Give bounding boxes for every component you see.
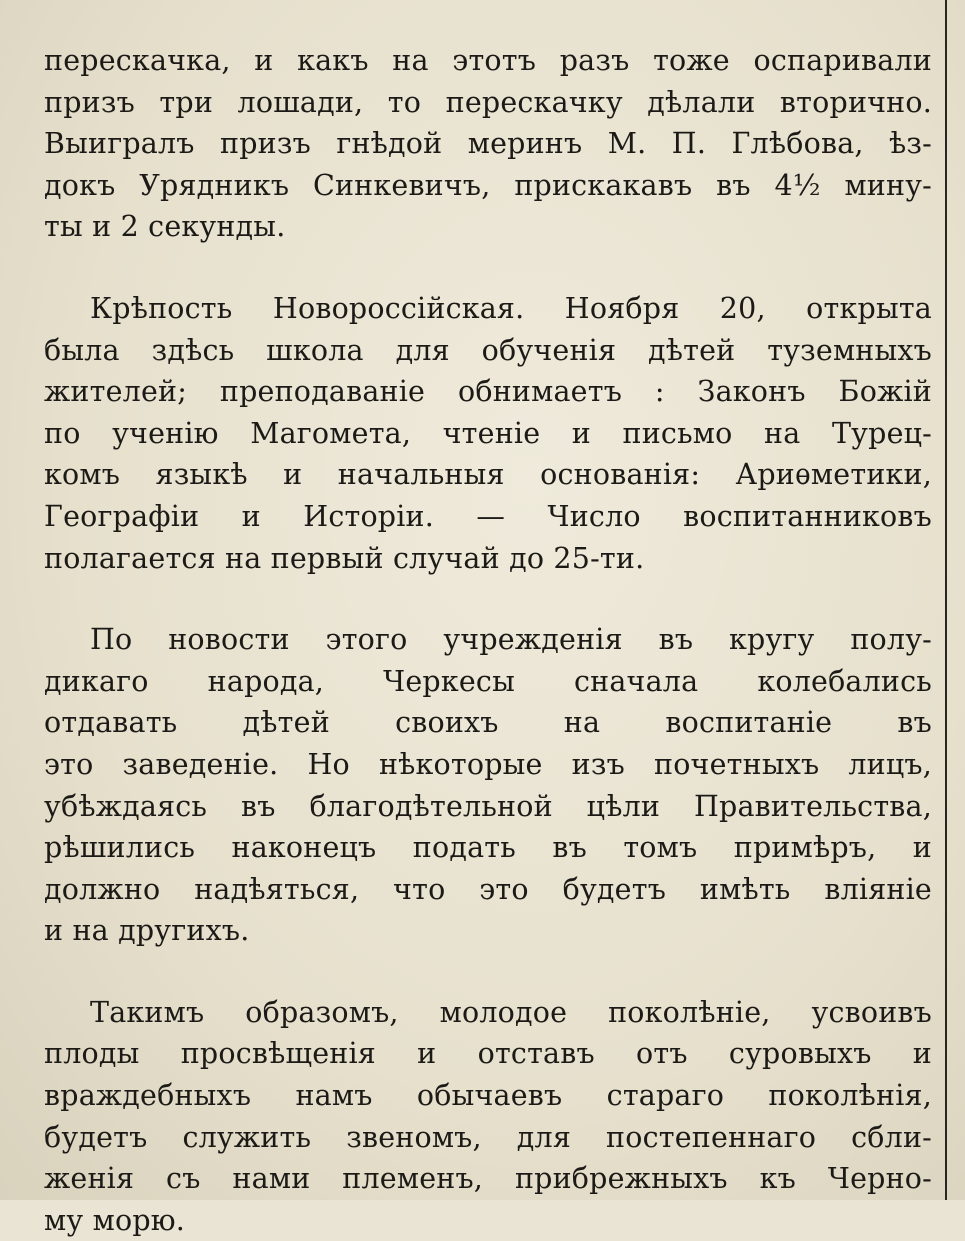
text-line: должно надѣяться, что это будетъ имѣть вліяніе <box>44 872 932 906</box>
text-line: жителей; преподаваніе обнимаетъ : Законъ Божій <box>44 375 932 409</box>
text-line: Географіи и Исторіи. — Число воспитанниковъ <box>44 499 932 533</box>
text-line: ты и 2 секунды. <box>44 210 286 244</box>
text-line: полагается на первый случай до 25-ти. <box>44 541 645 575</box>
text-line: и на другихъ. <box>44 914 250 948</box>
text-line: будетъ служить звеномъ, для постепеннаго сбли- <box>44 1120 932 1154</box>
text-line: дикаго народа, Черкесы сначала колебались <box>44 664 932 698</box>
text-line: плоды просвѣщенія и отставъ отъ суровыхъ и <box>44 1037 932 1071</box>
text-line: отдавать дѣтей своихъ на воспитаніе въ <box>44 706 932 740</box>
text-line: Выигралъ призъ гнѣдой меринъ М. П. Глѣбова, ѣз- <box>44 127 932 161</box>
text-line: рѣшились наконецъ подать въ томъ примѣръ, и <box>44 831 932 865</box>
text-line: женія съ нами племенъ, прибрежныхъ къ Черно- <box>44 1162 932 1196</box>
text-line: По новости этого учрежденія въ кругу полу- <box>90 623 932 657</box>
text-line: перескачка, и какъ на этотъ разъ тоже оспаривали <box>44 44 932 77</box>
text-line: му морю. <box>44 1203 186 1237</box>
text-line: была здѣсь школа для обученія дѣтей туземныхъ <box>44 333 932 367</box>
text-line: по ученію Магомета, чтеніе и письмо на Турец- <box>44 416 932 450</box>
text-column <box>44 40 932 1241</box>
paragraph-circassians <box>44 619 932 952</box>
paragraph-horse-race <box>44 40 932 248</box>
paragraph-school-opening <box>44 288 932 579</box>
text-line: убѣждаясь въ благодѣтельной цѣли Правительства, <box>44 789 932 823</box>
text-line: Такимъ образомъ, молодое поколѣніе, усвоивъ <box>90 995 932 1029</box>
text-line: комъ языкѣ и начальныя основанія: Ариѳметики, <box>44 458 932 492</box>
text-line: Крѣпость Новороссійская. Ноября 20, открыта <box>90 291 932 325</box>
text-line: враждебныхъ намъ обычаевъ стараго поколѣнія, <box>44 1079 932 1113</box>
paragraph-new-generation <box>44 992 932 1241</box>
text-line: призъ три лошади, то перескачку дѣлали вторично. <box>44 85 932 119</box>
column-rule <box>945 0 947 1200</box>
text-line: это заведеніе. Но нѣкоторые изъ почетныхъ лицъ, <box>44 747 932 781</box>
text-line: докъ Урядникъ Синкевичъ, прискакавъ въ 4½ мину- <box>44 168 932 202</box>
